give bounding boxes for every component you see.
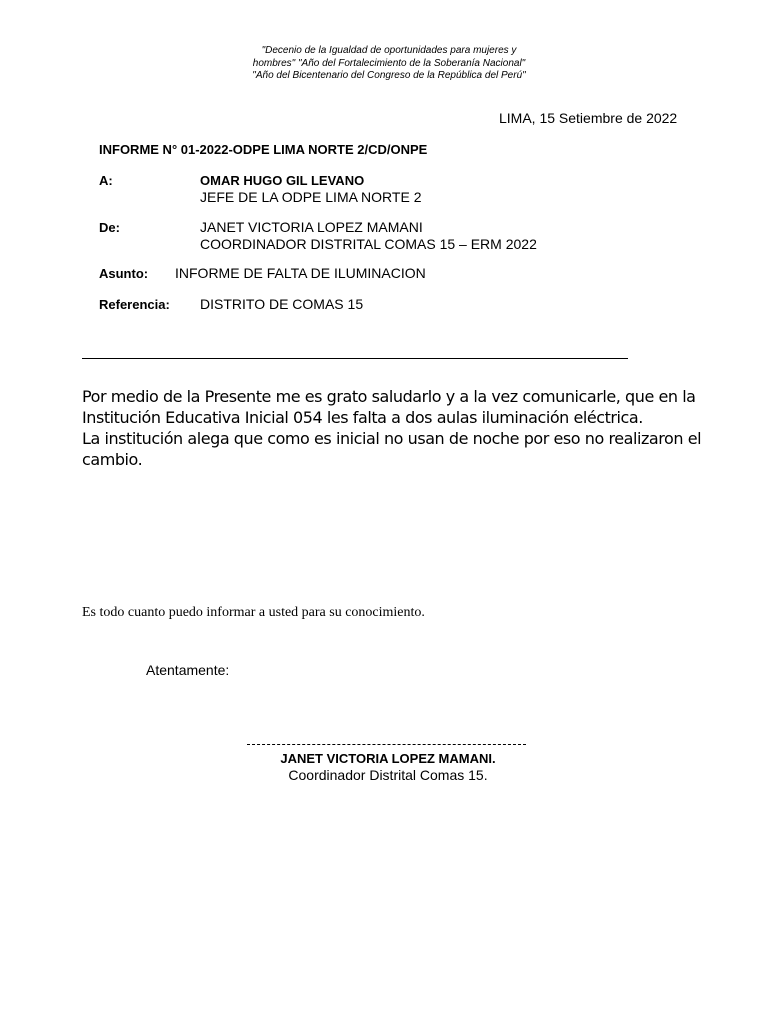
- from-label: De:: [99, 220, 120, 235]
- body-paragraph-1: Por medio de la Presente me es grato saludarlo y a la vez comunicarle, que en la Institución Educativa Inicial 054 les falta a dos aulas iluminación eléctrica.: [82, 387, 696, 427]
- body-text: [82, 386, 702, 470]
- to-position: JEFE DE LA ODPE LIMA NORTE 2: [200, 189, 422, 205]
- header-note-line-3: "Año del Bicentenario del Congreso de la República del Perú": [252, 70, 526, 81]
- body-paragraph-2: La institución alega que como es inicial no usan de noche por eso no realizaron el cambio.: [82, 429, 702, 469]
- closing-sentence: Es todo cuanto puedo informar a usted para su conocimiento.: [82, 605, 425, 620]
- from-block: [200, 219, 537, 253]
- subject-value: INFORME DE FALTA DE ILUMINACION: [175, 265, 426, 281]
- separator-line: [82, 358, 628, 359]
- header-note-line-1: "Decenio de la Igualdad de oportunidades para mujeres y: [261, 45, 517, 56]
- reference-value: DISTRITO DE COMAS 15: [200, 296, 364, 312]
- to-label: A:: [99, 173, 113, 188]
- report-number: INFORME N° 01-2022-ODPE LIMA NORTE 2/CD/ONPE: [99, 142, 428, 157]
- regards: Atentamente:: [146, 662, 230, 678]
- signature-title: Coordinador Distrital Comas 15.: [288, 767, 488, 783]
- signature-name: JANET VICTORIA LOPEZ MAMANI.: [280, 751, 496, 766]
- header-note-line-2: hombres" "Año del Fortalecimiento de la Soberanía Nacional": [252, 57, 526, 69]
- from-name: JANET VICTORIA LOPEZ MAMANI: [200, 219, 423, 235]
- signature-line: [247, 744, 526, 745]
- from-position: COORDINADOR DISTRITAL COMAS 15 – ERM 2022: [200, 236, 537, 252]
- document-date: LIMA, 15 Setiembre de 2022: [499, 110, 678, 126]
- to-name: OMAR HUGO GIL LEVANO: [200, 173, 365, 188]
- subject-label: Asunto:: [99, 266, 149, 281]
- to-block: [200, 172, 421, 206]
- header-note: [0, 45, 768, 83]
- reference-label: Referencia:: [99, 297, 170, 312]
